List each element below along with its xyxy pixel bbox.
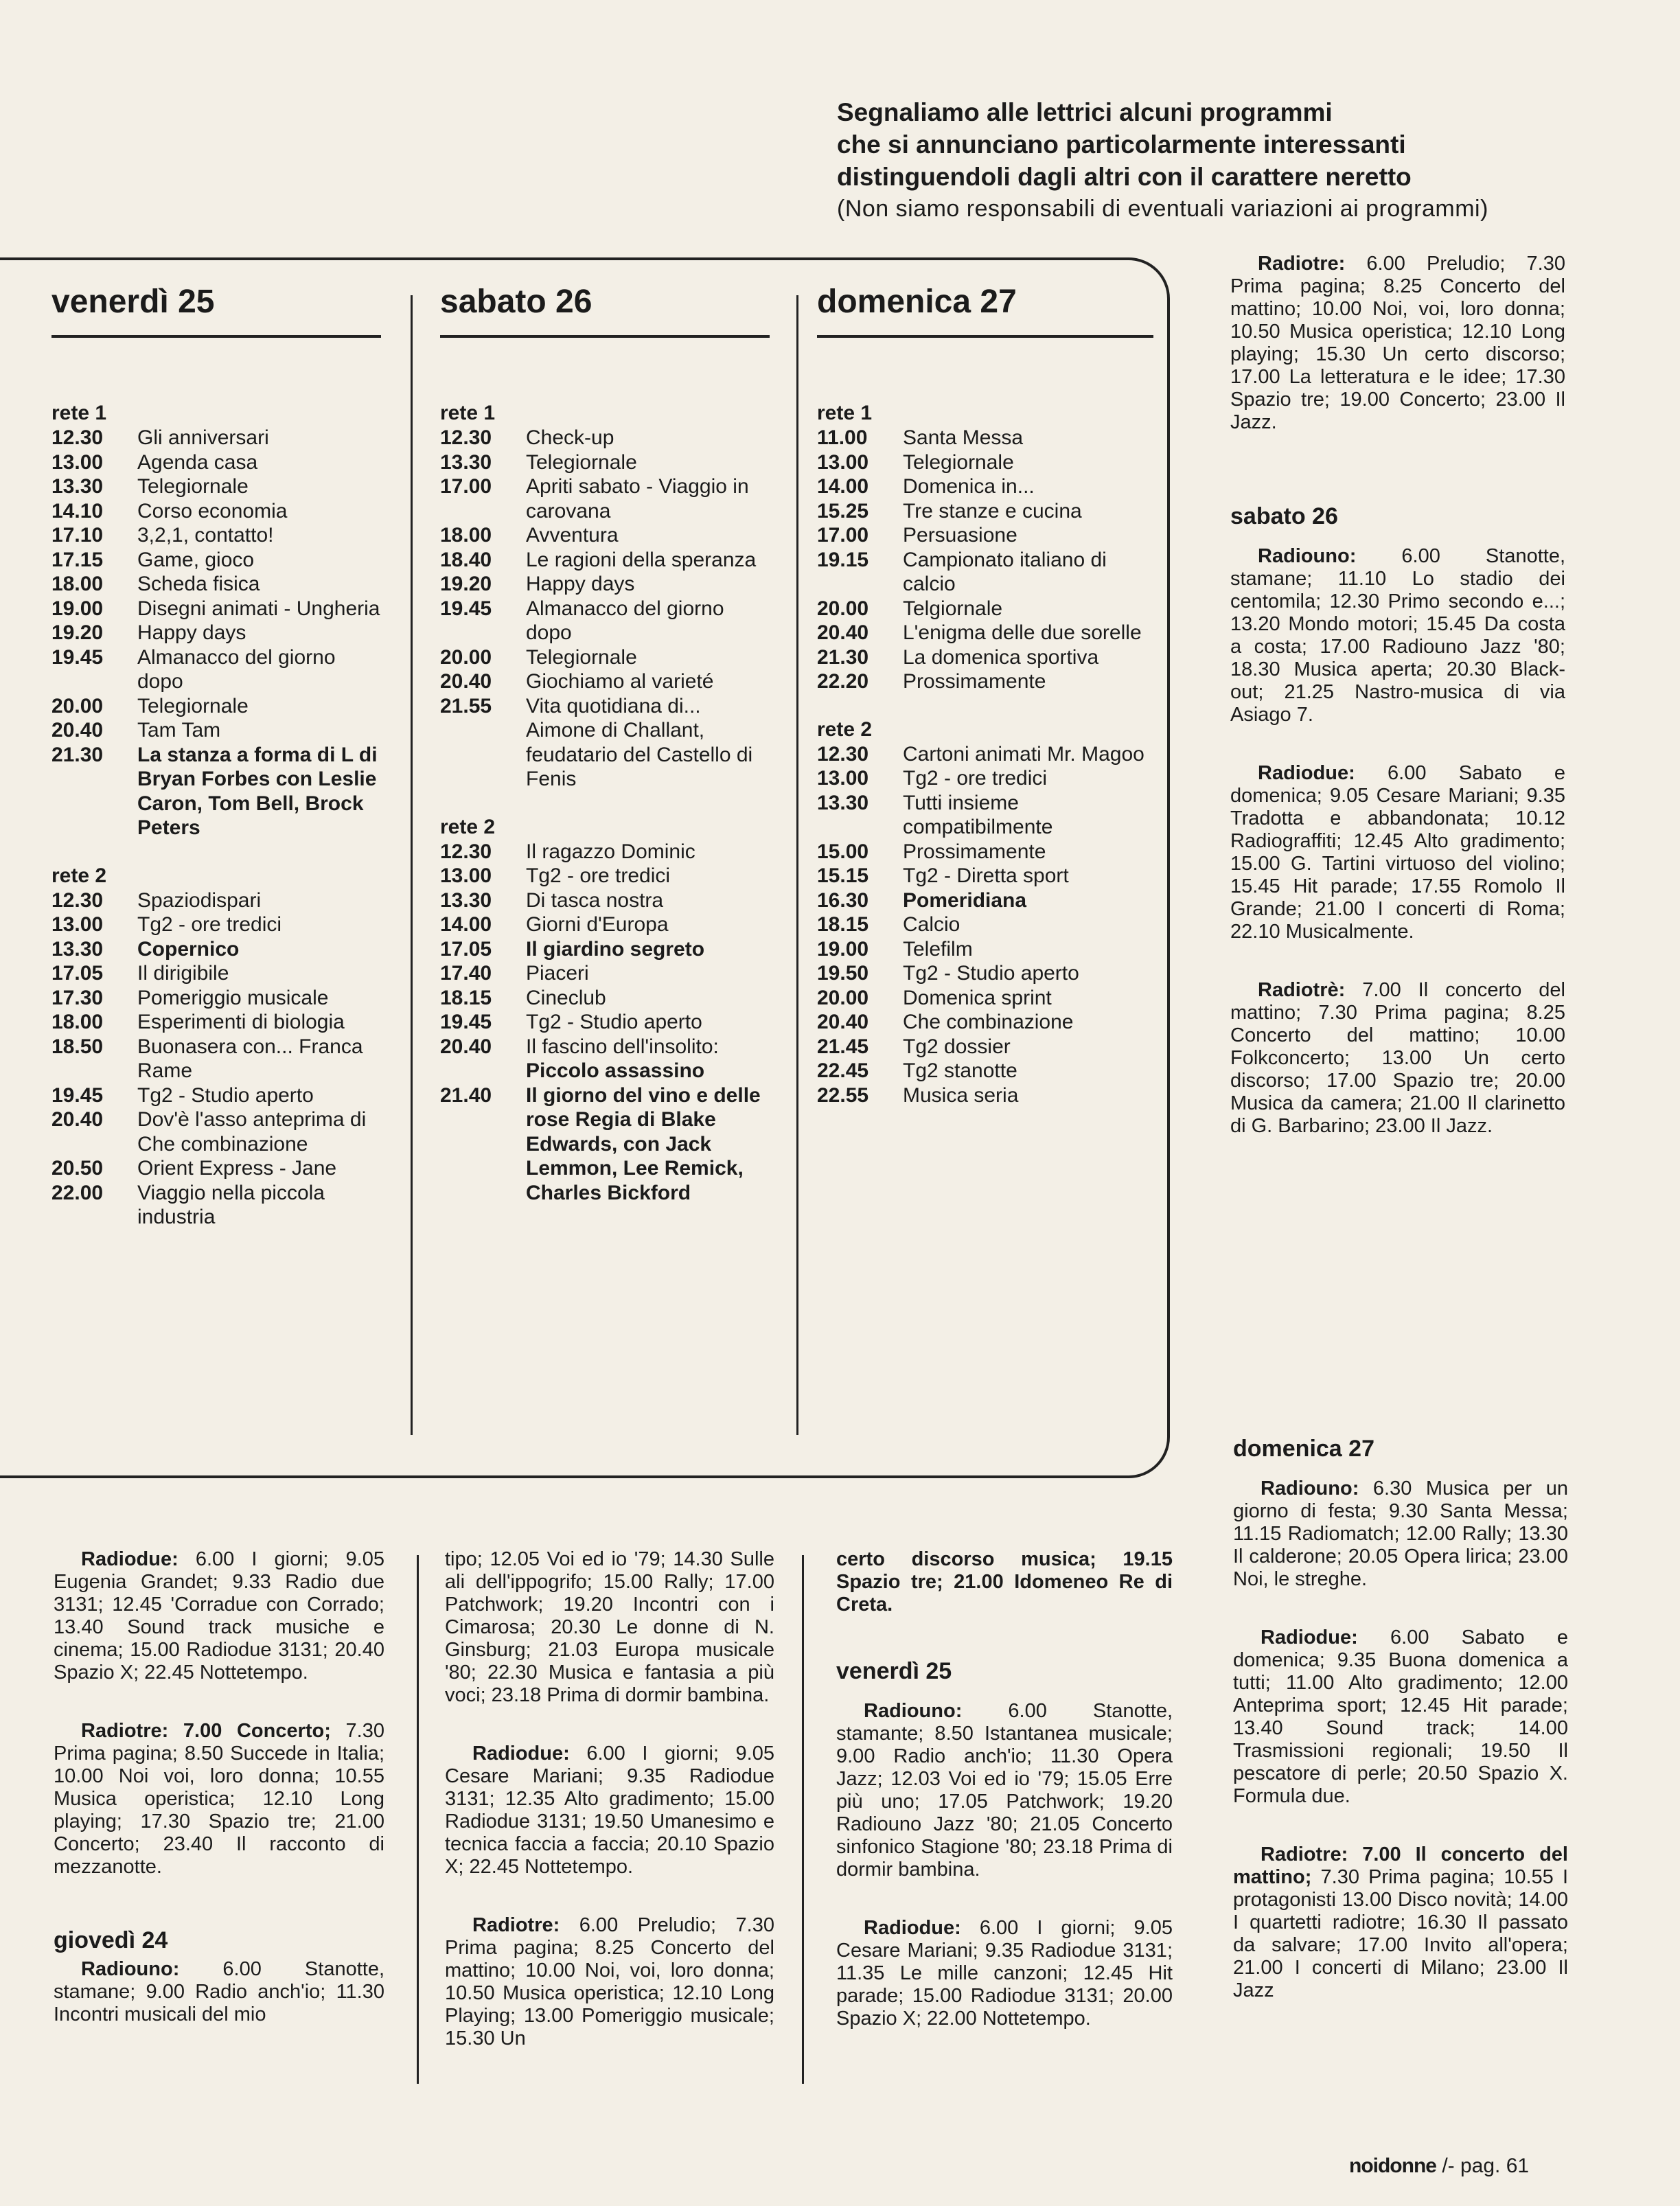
radio-day-title: giovedì 24 bbox=[54, 1927, 168, 1953]
program-row bbox=[440, 572, 770, 597]
program-time: 15.15 bbox=[817, 864, 869, 887]
radio-label: Radiouno: bbox=[1258, 545, 1357, 567]
radio-text: 6.00 Sabato e domenica; 9.05 Cesare Mariani; 9.35 Tradotta e abbandonata; 10.12 Radiograffiti; 12.45 Alto gradimento; 15.00 G. Tartini virtuoso del violino; 15.45 Hit parade; 17.55 Romolo Il Grande; 21.00 I concerti di Roma; 22.10 Musicalmente. bbox=[1230, 762, 1565, 943]
program-time: 20.00 bbox=[440, 645, 492, 669]
program-title: Giochiamo al varieté bbox=[526, 670, 714, 693]
program-time: 21.30 bbox=[51, 743, 104, 766]
program-time: 13.30 bbox=[440, 888, 492, 912]
program-time: 19.45 bbox=[51, 1083, 104, 1107]
program-time: 14.00 bbox=[440, 913, 492, 936]
program-title: Tg2 - Studio aperto bbox=[903, 962, 1079, 985]
program-title: Check-up bbox=[526, 426, 614, 449]
program-time: 21.45 bbox=[817, 1035, 869, 1058]
program-row bbox=[51, 937, 381, 962]
radio-label: Radiodue: bbox=[1261, 1627, 1358, 1648]
program-row bbox=[817, 426, 1153, 450]
program-time: 18.00 bbox=[440, 524, 492, 547]
program-title: Tg2 - Studio aperto bbox=[526, 1011, 702, 1033]
radio-text: tipo; 12.05 Voi ed io '79; 14.30 Sulle ali dell'ippogrifo; 15.00 Rally; 17.00 Patchwork; 19.20 Incontri con i Cimarosa; 20.30 Le donne di N. Ginsburg; 21.03 Europa musicale '80; 22.30 Musica e fantasia a più voci; 23.18 Prima di dormir bambina. bbox=[445, 1548, 774, 1706]
radio-day-title: sabato 26 bbox=[1230, 503, 1338, 529]
channel-label: rete 1 bbox=[440, 402, 496, 424]
program-row bbox=[817, 645, 1153, 670]
program-row bbox=[51, 523, 381, 548]
program-time: 17.00 bbox=[440, 475, 492, 498]
radio-text: 7.30 Prima pagina; 10.55 I protagonisti 13.00 Disco novità; 14.00 I quartetti radiotre; 16.30 Il passato da salvare; 17.00 Invito all'opera; 21.00 I concerti di Milano; 23.00 Il Jazz bbox=[1233, 1866, 1568, 2001]
radio-label: Radiotre: 7.00 Concerto; bbox=[81, 1720, 331, 1742]
magazine-logo: noidonne bbox=[1349, 2155, 1436, 2177]
program-row bbox=[440, 961, 770, 986]
program-title: Il ragazzo Dominic bbox=[526, 840, 695, 863]
program-time: 12.30 bbox=[817, 742, 869, 766]
program-title: Viaggio nella piccola industria bbox=[137, 1181, 325, 1228]
intro-line-1: Segnaliamo alle lettrici alcuni programmi bbox=[837, 98, 1333, 126]
channel-label: rete 1 bbox=[51, 402, 107, 424]
program-title: Cartoni animati Mr. Magoo bbox=[903, 742, 1144, 766]
program-row bbox=[440, 1083, 770, 1206]
day-rule bbox=[440, 335, 770, 338]
program-row bbox=[817, 840, 1153, 864]
program-row bbox=[440, 1010, 770, 1035]
program-row bbox=[817, 864, 1153, 888]
program-row bbox=[51, 499, 381, 524]
program-time: 18.50 bbox=[51, 1035, 104, 1058]
program-time: 15.00 bbox=[817, 840, 869, 863]
radio-text: 6.00 Preludio; 7.30 Prima pagina; 8.25 Concerto del mattino; 10.00 Noi, voi, loro donna; 10.50 Musica operistica; 12.10 Long Playing; 13.00 Pomeriggio musicale; 15.30 Un bbox=[445, 1914, 774, 2049]
program-title: Telegiornale bbox=[526, 450, 637, 474]
program-title: Prossimamente bbox=[903, 840, 1046, 863]
program-title: Almanacco del giorno dopo bbox=[526, 597, 724, 644]
radio-label: Radiotre: bbox=[472, 1914, 560, 1936]
program-time: 13.00 bbox=[817, 450, 869, 474]
program-title: Cineclub bbox=[526, 986, 606, 1009]
program-time: 13.00 bbox=[51, 450, 104, 474]
program-row bbox=[51, 1181, 381, 1230]
page-footer bbox=[1349, 2155, 1529, 2178]
program-row bbox=[817, 1035, 1153, 1059]
program-time: 17.30 bbox=[51, 986, 104, 1009]
program-time: 17.00 bbox=[817, 524, 869, 547]
radio-text: 7.30 Prima pagina; 8.50 Succede in Italia; 10.00 Noi voi, loro donna; 10.55 Musica operistica; 12.10 Long playing; 17.30 Spazio tre; 21.00 Concerto; 23.40 Il racconto di mezzanotte. bbox=[54, 1720, 384, 1878]
program-title: Tre stanze e cucina bbox=[903, 499, 1082, 522]
radio-label: Radiouno: bbox=[81, 1958, 180, 1980]
program-row bbox=[51, 961, 381, 986]
radio-label: Radiotrè: bbox=[1258, 979, 1346, 1001]
program-row bbox=[51, 912, 381, 937]
radio-text: 6.00 Sabato e domenica; 9.35 Buona domenica a tutti; 11.00 Alto gradimento; 12.00 Anteprima sport; 12.45 Hit parade; 13.40 Sound track; 14.00 Trasmissioni regionali; 19.50 Il pescatore di perle; 20.50 Spazio X. Formula due. bbox=[1233, 1627, 1568, 1807]
program-time: 12.30 bbox=[51, 426, 104, 449]
intro-note bbox=[837, 96, 1626, 225]
program-title: Happy days bbox=[137, 621, 246, 644]
program-title: Tg2 dossier bbox=[903, 1035, 1011, 1058]
program-row bbox=[817, 548, 1153, 597]
program-time: 12.30 bbox=[51, 888, 104, 912]
radio-bottom-col-1 bbox=[54, 1548, 384, 2026]
program-title: Vita quotidiana di... Aimone di Challant, feudatario del Castello di Fenis bbox=[526, 694, 753, 790]
program-row bbox=[817, 1010, 1153, 1035]
program-time: 12.30 bbox=[440, 426, 492, 449]
program-time: 18.15 bbox=[440, 986, 492, 1009]
program-time: 17.10 bbox=[51, 524, 104, 547]
program-row bbox=[440, 1059, 770, 1083]
program-time: 22.55 bbox=[817, 1083, 869, 1107]
program-row bbox=[817, 986, 1153, 1011]
day-title: sabato 26 bbox=[440, 284, 592, 320]
intro-line-2: che si annunciano particolarmente interessanti bbox=[837, 130, 1406, 159]
program-title: 3,2,1, contatto! bbox=[137, 524, 274, 547]
program-time: 19.15 bbox=[817, 548, 869, 571]
program-time: 17.40 bbox=[440, 962, 492, 985]
program-time: 17.05 bbox=[440, 937, 492, 961]
radio-label: Radiotre: bbox=[1258, 253, 1346, 275]
radio-text: 6.00 I giorni; 9.05 Cesare Mariani; 9.35 Radiodue 3131; 12.35 Alto gradimento; 15.00 Radiodue 3131; 19.50 Umanesimo e tecnica faccia a faccia; 20.10 Spazio X; 22.45 Nottetempo. bbox=[445, 1743, 774, 1878]
program-row bbox=[817, 499, 1153, 524]
program-title: Telgiornale bbox=[903, 597, 1003, 620]
program-row bbox=[51, 694, 381, 719]
program-title: Telegiornale bbox=[526, 645, 637, 669]
radio-label: Radiotre: 7.00 Il concerto del mattino; bbox=[1233, 1843, 1568, 1888]
program-row bbox=[440, 864, 770, 888]
channel-label: rete 2 bbox=[440, 815, 496, 838]
program-time: 19.20 bbox=[440, 573, 492, 595]
radio-label: Radiodue: bbox=[864, 1917, 961, 1939]
program-title: Domenica in... bbox=[903, 475, 1035, 498]
program-row bbox=[440, 1035, 770, 1059]
program-time: 11.00 bbox=[817, 426, 868, 449]
tv-day-domenica bbox=[817, 280, 1153, 1107]
page-number: pag. 61 bbox=[1460, 2155, 1530, 2177]
program-time: 20.50 bbox=[51, 1157, 104, 1180]
program-row bbox=[51, 645, 381, 694]
program-row bbox=[51, 1156, 381, 1181]
program-title: Telegiornale bbox=[903, 450, 1014, 474]
radio-text: 6.00 I giorni; 9.05 Cesare Mariani; 9.35 Radiodue 3131; 11.35 Le mille canzoni; 12.45 Hit parade; 15.00 Radiodue 3131; 20.00 Spazio X; 22.00 Nottetempo. bbox=[836, 1917, 1173, 2030]
column-divider bbox=[411, 295, 413, 1435]
program-title: Il giorno del vino e delle rose Regia di Blake Edwards, con Jack Lemmon, Lee Remick, Charles Bickford bbox=[526, 1083, 761, 1204]
program-row bbox=[440, 523, 770, 548]
program-time: 13.00 bbox=[817, 767, 869, 790]
radio-text: 7.00 Il concerto del mattino; 7.30 Prima pagina; 8.25 Concerto del mattino; 10.00 Folkconcerto; 13.00 Un certo discorso; 17.00 Spazio tre; 20.00 Musica da camera; 21.00 Il clarinetto di G. Barbarino; 23.00 Il Jazz. bbox=[1230, 979, 1566, 1137]
program-time: 20.40 bbox=[440, 670, 492, 693]
program-time: 13.00 bbox=[440, 864, 492, 887]
program-time: 14.00 bbox=[817, 475, 869, 498]
program-time: 17.05 bbox=[51, 962, 104, 985]
program-title: Il fascino dell'insolito: bbox=[526, 1035, 719, 1058]
program-row bbox=[440, 888, 770, 913]
program-time: 12.30 bbox=[440, 840, 492, 863]
footer-separator: /- bbox=[1442, 2155, 1455, 2177]
program-title: L'enigma delle due sorelle bbox=[903, 621, 1142, 644]
program-time: 16.30 bbox=[817, 888, 869, 912]
program-title: Happy days bbox=[526, 573, 635, 595]
radio-text: 6.00 I giorni; 9.05 Eugenia Grandet; 9.33 Radio due 3131; 12.45 'Corradue con Corrado; 13.40 Sound track musiche e cinema; 15.00 Radiodue 3131; 20.40 Spazio X; 22.45 Nottetempo. bbox=[54, 1548, 384, 1684]
program-time: 20.40 bbox=[440, 1035, 492, 1058]
program-time: 13.30 bbox=[51, 937, 104, 961]
program-row bbox=[817, 597, 1153, 621]
program-title: Orient Express - Jane bbox=[137, 1157, 337, 1180]
program-title: Di tasca nostra bbox=[526, 888, 664, 912]
channel-label: rete 1 bbox=[817, 402, 873, 424]
program-time: 20.40 bbox=[817, 1011, 869, 1033]
program-time: 15.25 bbox=[817, 499, 869, 522]
program-row bbox=[440, 645, 770, 670]
program-time: 20.40 bbox=[817, 621, 869, 644]
program-time: 13.30 bbox=[817, 791, 869, 814]
radio-text: 6.00 Stanotte, stamane; 11.10 Lo stadio dei centomila; 12.30 Primo secondo e...; 13.20 Mondo motori; 15.45 Da costa a costa; 17.00 Radiouno Jazz '80; 18.30 Musica aperta; 20.30 Black-out; 21.25 Nastro-musica di via Asiago 7. bbox=[1230, 545, 1565, 726]
day-title: venerdì 25 bbox=[51, 284, 215, 320]
program-time: 20.40 bbox=[51, 1108, 104, 1131]
program-row bbox=[440, 450, 770, 475]
program-title: Telefilm bbox=[903, 937, 973, 961]
program-title: Pomeridiana bbox=[903, 888, 1027, 912]
program-title: Campionato italiano di calcio bbox=[903, 548, 1107, 595]
program-time: 14.10 bbox=[51, 499, 104, 522]
radio-text: 6.00 Stanotte, stamane; 9.00 Radio anch'io; 11.30 Incontri musicali del mio bbox=[54, 1958, 384, 2025]
program-row bbox=[51, 1035, 381, 1083]
program-time: 22.45 bbox=[817, 1059, 869, 1082]
program-row bbox=[440, 426, 770, 450]
intro-disclaimer: (Non siamo responsabili di eventuali variazioni ai programmi) bbox=[837, 196, 1488, 222]
program-title: Telegiornale bbox=[137, 475, 249, 498]
program-row bbox=[51, 986, 381, 1011]
radio-label: Radiodue: bbox=[1258, 762, 1355, 784]
program-title: Copernico bbox=[137, 937, 240, 961]
program-title: Tg2 - ore tredici bbox=[526, 864, 671, 887]
program-title: Domenica sprint bbox=[903, 986, 1052, 1009]
program-time: 20.00 bbox=[51, 694, 104, 717]
radio-text: certo discorso musica; 19.15 Spazio tre; 21.00 Idomeneo Re di Creta. bbox=[836, 1548, 1173, 1616]
radio-label: Radiodue: bbox=[472, 1743, 570, 1765]
program-time: 22.20 bbox=[817, 670, 869, 693]
program-row bbox=[51, 572, 381, 597]
program-time: 13.30 bbox=[440, 450, 492, 474]
program-title: Piccolo assassino bbox=[526, 1059, 705, 1082]
program-row bbox=[817, 888, 1153, 913]
program-title: Tg2 - Studio aperto bbox=[137, 1083, 314, 1107]
day-rule bbox=[51, 335, 381, 338]
channel-label: rete 2 bbox=[817, 717, 873, 741]
radio-label: Radiouno: bbox=[864, 1700, 963, 1722]
program-row bbox=[51, 474, 381, 499]
radio-text: 6.30 Musica per un giorno di festa; 9.30 Santa Messa; 11.15 Radiomatch; 12.00 Rally; 13.30 Il calderone; 20.05 Opera lirica; 23.00 Noi, le streghe. bbox=[1233, 1478, 1568, 1590]
program-title: Giorni d'Europa bbox=[526, 913, 669, 936]
program-time: 17.15 bbox=[51, 548, 104, 571]
radio-text: 6.00 Preludio; 7.30 Prima pagina; 8.25 Concerto del mattino; 10.00 Noi, voi, loro donna; 10.50 Musica operistica; 12.10 Long playing; 15.30 Un certo discorso; 17.00 La letteratura e le idee; 17.30 Spazio tre; 19.00 Concerto; 23.00 Il Jazz. bbox=[1230, 253, 1565, 433]
program-title: La stanza a forma di L di Bryan Forbes con Leslie Caron, Tom Bell, Brock Peters bbox=[137, 743, 378, 839]
radio-right-column bbox=[1230, 253, 1565, 1173]
program-title: Avventura bbox=[526, 524, 619, 547]
program-row bbox=[817, 742, 1153, 767]
program-row bbox=[817, 912, 1153, 937]
program-row bbox=[817, 766, 1153, 791]
program-row bbox=[817, 961, 1153, 986]
program-time: 20.00 bbox=[817, 986, 869, 1009]
program-time: 19.45 bbox=[440, 597, 492, 620]
program-title: Santa Messa bbox=[903, 426, 1024, 449]
program-title: Pomeriggio musicale bbox=[137, 986, 329, 1009]
program-title: Tg2 - Diretta sport bbox=[903, 864, 1069, 887]
program-title: Persuasione bbox=[903, 524, 1017, 547]
program-title: Tam Tam bbox=[137, 719, 221, 742]
program-row bbox=[51, 1107, 381, 1156]
program-time: 21.55 bbox=[440, 694, 492, 717]
program-row bbox=[440, 986, 770, 1011]
column-divider bbox=[417, 1555, 419, 2084]
program-row bbox=[440, 840, 770, 864]
radio-label: Radiouno: bbox=[1261, 1478, 1359, 1500]
program-row bbox=[51, 888, 381, 913]
program-time: 20.40 bbox=[51, 719, 104, 742]
radio-day-title: domenica 27 bbox=[1233, 1436, 1374, 1462]
program-time: 19.00 bbox=[817, 937, 869, 961]
tv-day-sabato bbox=[440, 280, 770, 1205]
program-title: Il dirigibile bbox=[137, 962, 229, 985]
program-row bbox=[817, 937, 1153, 962]
radio-text: 6.00 Stanotte, stamante; 8.50 Istantanea musicale; 9.00 Radio anch'io; 11.30 Opera Jazz; 12.03 Voi ed io '79; 15.05 Erre più uno; 17.05 Patchwork; 19.20 Radiouno Jazz '80; 21.05 Concerto sinfonico Stagione '80; 23.18 Prima di dormir bambina. bbox=[836, 1700, 1173, 1881]
program-title: Il giardino segreto bbox=[526, 937, 705, 961]
program-title: Prossimamente bbox=[903, 670, 1046, 693]
program-row bbox=[440, 548, 770, 573]
program-title: Agenda casa bbox=[137, 450, 258, 474]
program-title: Corso economia bbox=[137, 499, 288, 522]
program-title: Scheda fisica bbox=[137, 573, 260, 595]
intro-line-3: distinguendoli dagli altri con il carattere neretto bbox=[837, 163, 1412, 191]
program-row bbox=[817, 1083, 1153, 1108]
program-row bbox=[817, 621, 1153, 645]
program-row bbox=[440, 937, 770, 962]
program-time: 19.50 bbox=[817, 962, 869, 985]
radio-day-title: venerdì 25 bbox=[836, 1658, 952, 1684]
program-row bbox=[51, 426, 381, 450]
program-time: 21.30 bbox=[817, 645, 869, 669]
program-title: Musica seria bbox=[903, 1083, 1019, 1107]
program-title: Spaziodispari bbox=[137, 888, 262, 912]
program-row bbox=[440, 912, 770, 937]
program-row bbox=[440, 597, 770, 645]
column-divider bbox=[796, 295, 798, 1435]
program-row bbox=[51, 718, 381, 743]
program-time: 19.20 bbox=[51, 621, 104, 644]
program-row bbox=[440, 474, 770, 523]
program-row bbox=[440, 669, 770, 694]
program-title: Buonasera con... Franca Rame bbox=[137, 1035, 363, 1082]
program-time bbox=[440, 1059, 526, 1083]
program-row bbox=[817, 450, 1153, 475]
radio-bottom-col-3 bbox=[836, 1548, 1173, 2030]
program-title: La domenica sportiva bbox=[903, 645, 1099, 669]
program-time: 18.15 bbox=[817, 913, 869, 936]
tv-day-venerdi bbox=[51, 280, 381, 1230]
program-title: Calcio bbox=[903, 913, 960, 936]
radio-bottom-col-2 bbox=[445, 1548, 774, 2050]
program-row bbox=[51, 621, 381, 645]
column-divider bbox=[802, 1555, 804, 2084]
program-time: 19.45 bbox=[51, 645, 104, 669]
program-time: 18.00 bbox=[51, 573, 104, 595]
day-rule bbox=[817, 335, 1153, 338]
program-title: Tg2 - ore tredici bbox=[903, 767, 1048, 790]
program-row bbox=[51, 1083, 381, 1108]
program-row bbox=[51, 1010, 381, 1035]
program-title: Le ragioni della speranza bbox=[526, 548, 757, 571]
program-time: 19.45 bbox=[440, 1011, 492, 1033]
program-title: Dov'è l'asso anteprima di Che combinazione bbox=[137, 1108, 367, 1156]
program-time: 20.00 bbox=[817, 597, 869, 620]
program-title: Tg2 stanotte bbox=[903, 1059, 1017, 1082]
program-time: 13.30 bbox=[51, 475, 104, 498]
program-row bbox=[817, 791, 1153, 840]
program-row bbox=[817, 1059, 1153, 1083]
program-title: Tg2 - ore tredici bbox=[137, 913, 282, 936]
program-title: Che combinazione bbox=[903, 1011, 1074, 1033]
program-row bbox=[817, 669, 1153, 694]
program-time: 13.00 bbox=[51, 913, 104, 936]
radio-domenica-column bbox=[1233, 1435, 1568, 2002]
program-row bbox=[817, 474, 1153, 499]
program-time: 19.00 bbox=[51, 597, 104, 620]
program-row bbox=[51, 450, 381, 475]
channel-label: rete 2 bbox=[51, 864, 107, 887]
day-title: domenica 27 bbox=[817, 284, 1017, 320]
program-row bbox=[51, 743, 381, 840]
program-title: Tutti insieme compatibilmente bbox=[903, 791, 1053, 838]
program-row bbox=[51, 597, 381, 621]
program-row bbox=[51, 548, 381, 573]
program-title: Almanacco del giorno dopo bbox=[137, 645, 336, 693]
program-time: 18.40 bbox=[440, 548, 492, 571]
program-row bbox=[817, 523, 1153, 548]
radio-label: Radiodue: bbox=[81, 1548, 179, 1570]
program-title: Piaceri bbox=[526, 962, 589, 985]
program-title: Telegiornale bbox=[137, 694, 249, 717]
program-time: 21.40 bbox=[440, 1083, 492, 1107]
program-title: Disegni animati - Ungheria bbox=[137, 597, 380, 620]
program-title: Apriti sabato - Viaggio in carovana bbox=[526, 475, 749, 522]
program-title: Esperimenti di biologia bbox=[137, 1011, 345, 1033]
program-time: 22.00 bbox=[51, 1181, 104, 1204]
program-row bbox=[440, 694, 770, 792]
program-title: Gli anniversari bbox=[137, 426, 269, 449]
program-time: 18.00 bbox=[51, 1011, 104, 1033]
program-title: Game, gioco bbox=[137, 548, 255, 571]
